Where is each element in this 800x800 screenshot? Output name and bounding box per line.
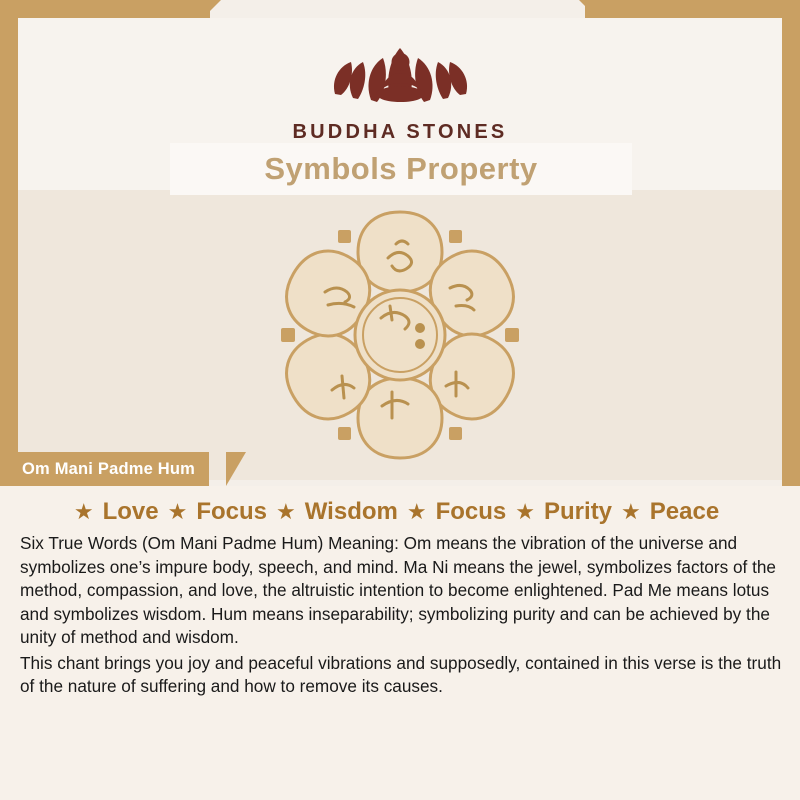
star-icon: ★ — [515, 499, 536, 524]
brand-logo — [0, 22, 800, 144]
star-icon: ★ — [621, 499, 641, 524]
mantra-ribbon-tail — [226, 452, 246, 486]
page-title: Symbols Property — [264, 151, 538, 186]
mantra-ribbon — [0, 452, 209, 486]
star-icon: ★ — [167, 499, 188, 524]
keyword-love: Love — [102, 498, 159, 525]
keyword-peace: Peace — [649, 498, 720, 525]
mantra-ribbon-label: Om Mani Padme Hum — [22, 459, 196, 478]
keyword-wisdom: Wisdom — [304, 498, 398, 525]
description-paragraph-1: Six True Words (Om Mani Padme Hum) Meaning: Om means the vibration of the universe and symbolizes one’s impure body, speech, and mind. Ma Ni means the jewel, symbolizes factors of the method, compassion, and love, the altruistic intention to become enlightened. Pad Me means lotus and symbolizes wisdom. Hum means inseparability; symbolizing purity and can be achieved by the unity of method and wisdom. — [20, 533, 776, 648]
decorative-corner-top-left — [0, 0, 210, 18]
description-paragraph-2: This chant brings you joy and peaceful vibrations and supposedly, contained in this verse is the truth of the nature of suffering and how to remove its causes. — [20, 652, 782, 697]
description-text — [0, 526, 800, 699]
star-icon: ★ — [406, 499, 427, 524]
mandala-graphic — [0, 210, 800, 460]
lotus-meditation-figure-icon — [313, 22, 488, 117]
star-icon: ★ — [73, 499, 94, 524]
star-icon: ★ — [276, 499, 296, 524]
keyword-focus-1: Focus — [196, 498, 267, 525]
decorative-corner-top-right — [585, 0, 800, 18]
brand-name: BUDDHA STONES — [292, 121, 508, 143]
keyword-purity: Purity — [544, 498, 613, 525]
description-section — [0, 486, 800, 800]
om-mani-padme-hum-lotus-mandala-icon — [250, 210, 550, 460]
section-title-band — [170, 143, 632, 195]
keyword-focus-2: Focus — [435, 498, 507, 525]
keyword-list — [0, 486, 800, 526]
